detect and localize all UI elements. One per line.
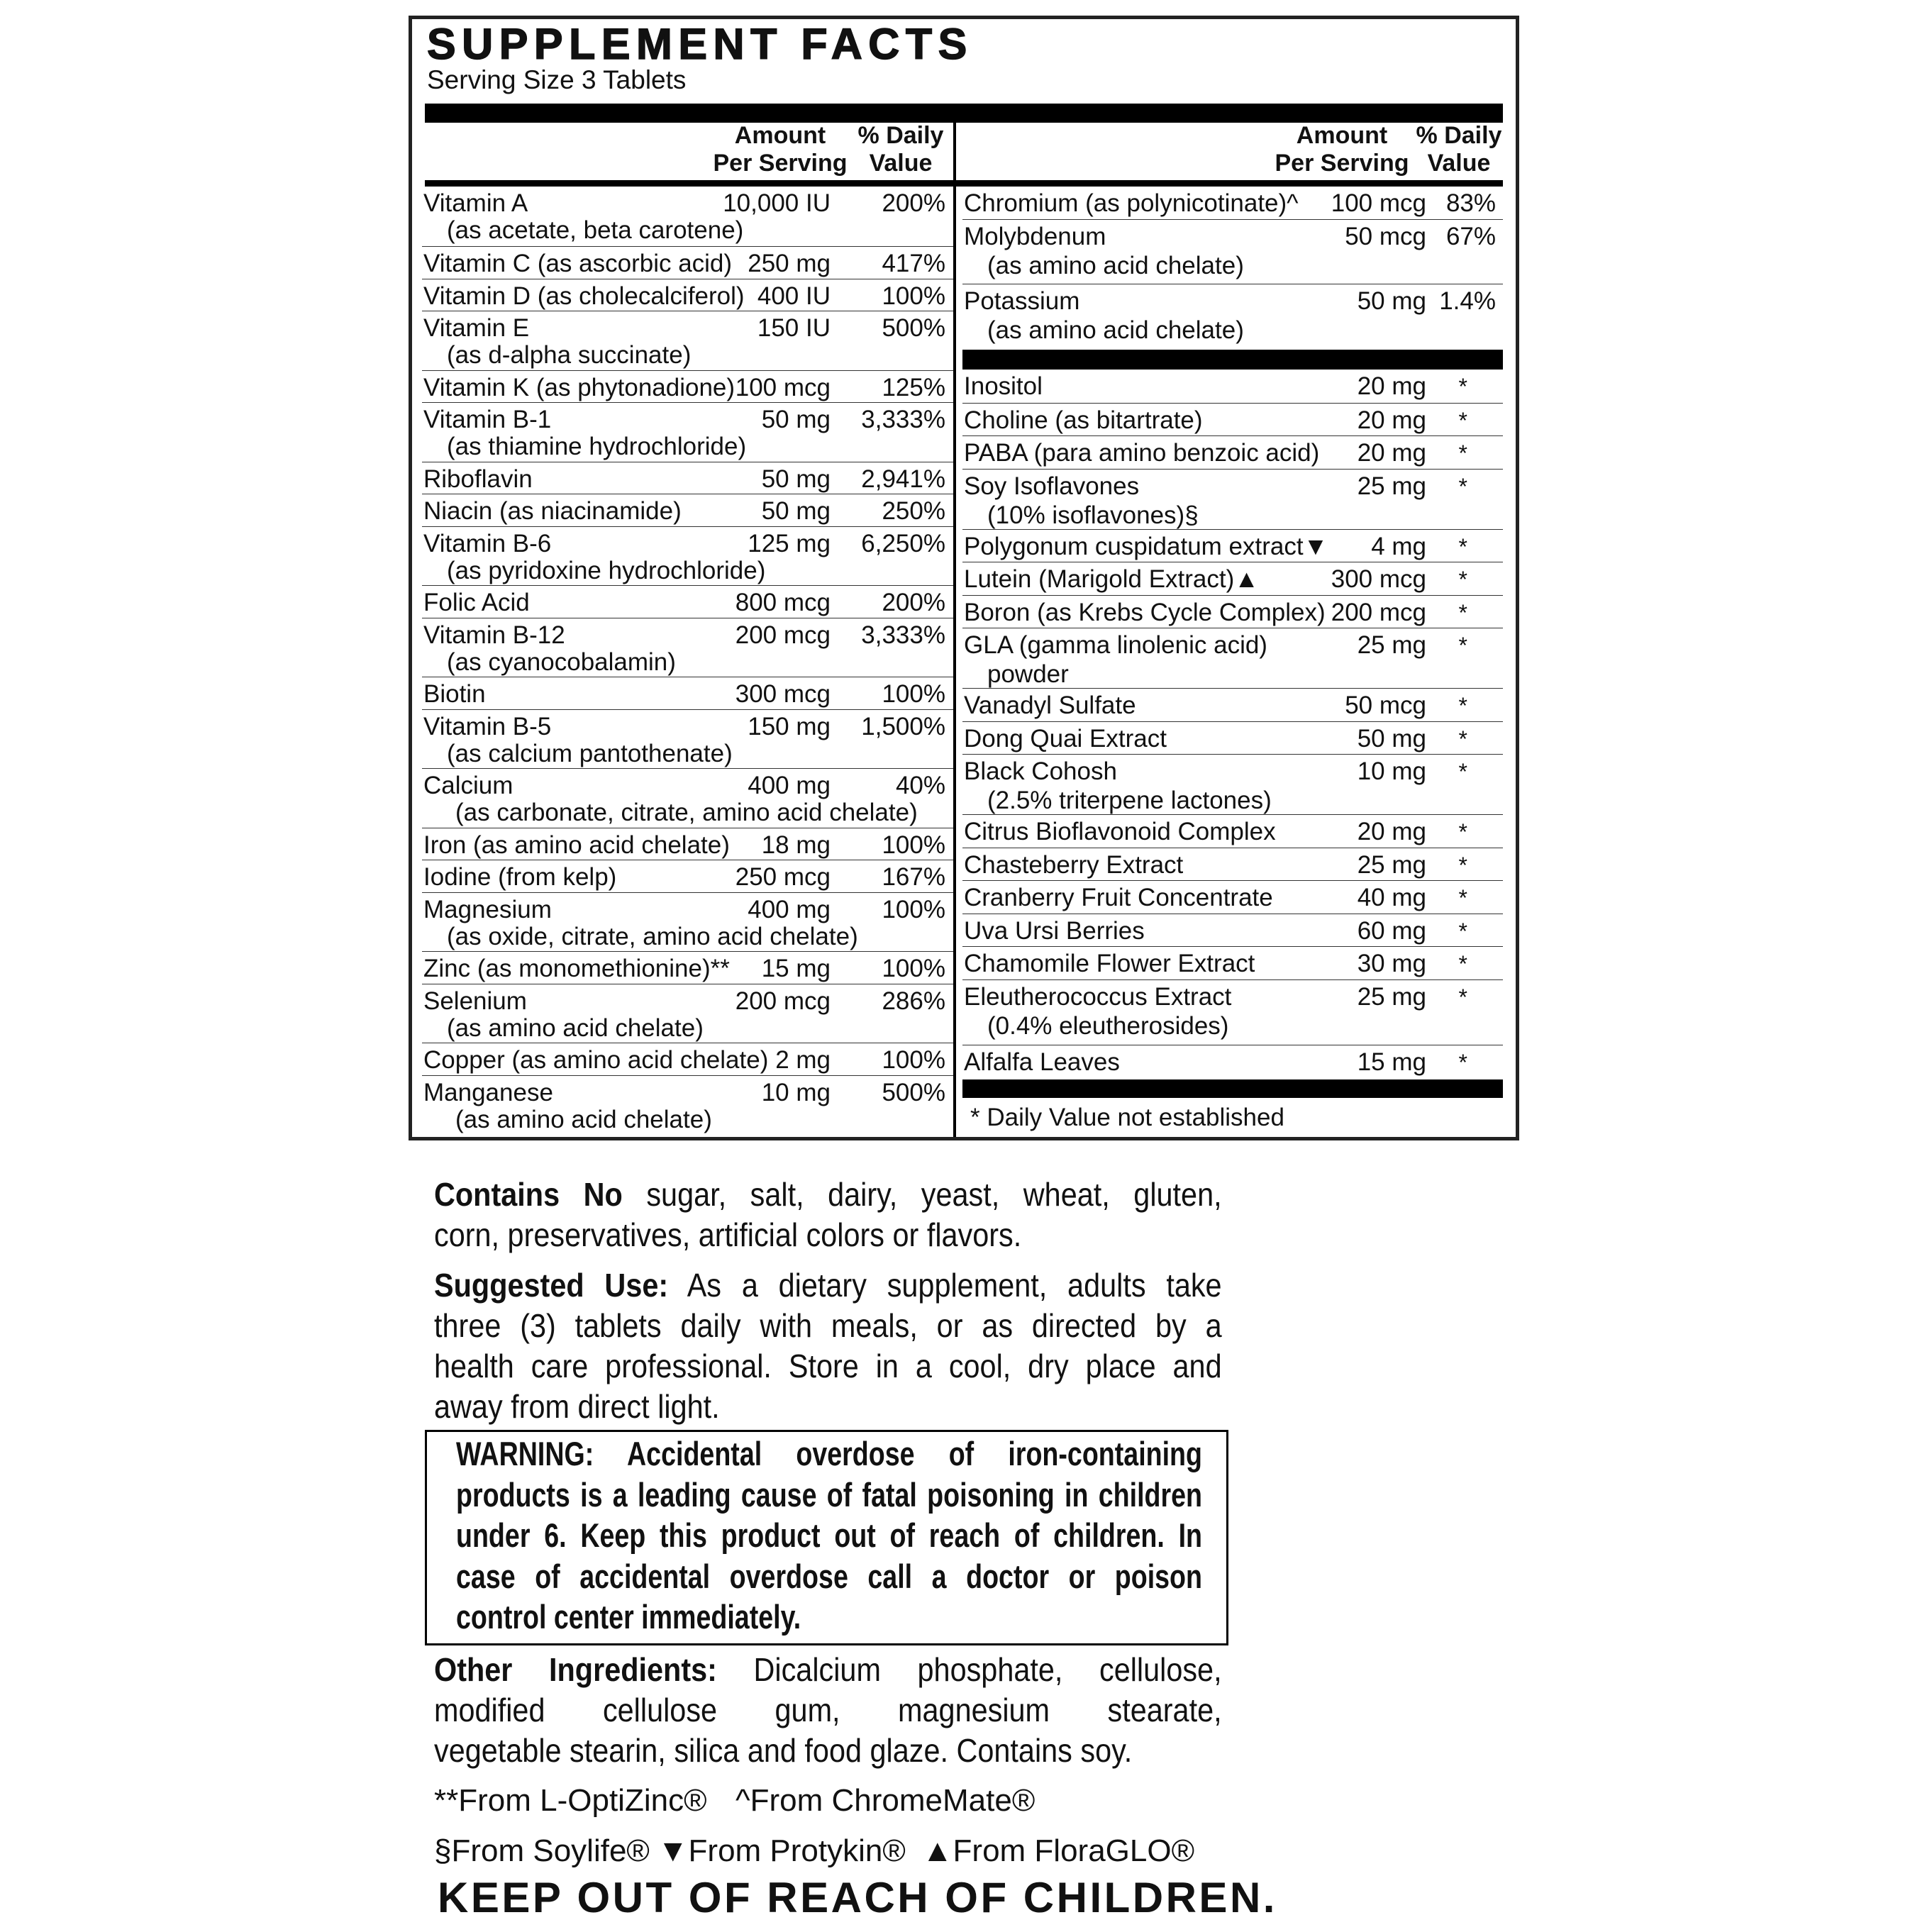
- nutrient-source: (as d-alpha succinate): [447, 341, 692, 369]
- nutrient-source: (as pyridoxine hydrochloride): [447, 556, 766, 584]
- amount-per-serving: 2 mg: [775, 1046, 831, 1074]
- nutrient-row: [422, 494, 953, 527]
- percent-daily-value: 100%: [882, 831, 945, 859]
- nutrient-row: [962, 881, 1503, 914]
- amount-per-serving: 30 mg: [1357, 950, 1426, 977]
- nutrient-name: Vitamin C (as ascorbic acid): [423, 250, 733, 277]
- nutrient-name: Potassium: [964, 287, 1080, 315]
- percent-daily-value: *: [1458, 759, 1467, 784]
- nutrient-name: Magnesium: [423, 895, 552, 923]
- nutrient-group-bottom: [962, 370, 1503, 1079]
- warning-label: WARNING: [456, 1435, 585, 1472]
- amount-per-serving: 300 mcg: [1331, 565, 1426, 593]
- nutrient-row: [422, 952, 953, 984]
- column-divider: [953, 122, 956, 1137]
- amount-per-serving: 200 mcg: [735, 621, 831, 649]
- amount-per-serving: 25 mg: [1357, 850, 1426, 879]
- nutrient-row: [422, 403, 953, 462]
- amount-per-serving: 10 mg: [1357, 757, 1426, 785]
- amount-per-serving: 20 mg: [1357, 818, 1426, 845]
- amount-per-serving: 50 mg: [761, 497, 831, 525]
- nutrient-row: [962, 562, 1503, 596]
- nutrient-name: Eleutherococcus Extract: [964, 982, 1232, 1011]
- nutrient-row: [422, 828, 953, 861]
- nutrient-name: Vitamin E: [423, 314, 530, 342]
- amount-per-serving: 18 mg: [761, 831, 831, 859]
- nutrient-row: [962, 187, 1503, 220]
- suggested-use-statement: [434, 1265, 1309, 1427]
- nutrient-name: Iron (as amino acid chelate): [423, 831, 730, 859]
- text-line: products is a leading cause of fatal poisoning in children: [456, 1475, 1202, 1514]
- percent-daily-value: *: [1458, 533, 1467, 560]
- percent-daily-value: *: [1458, 1049, 1467, 1075]
- nutrient-name: Vitamin K (as phytonadione): [423, 373, 735, 401]
- nutrient-name: Chromium (as polynicotinate)^: [964, 189, 1299, 217]
- percent-daily-value: *: [1458, 918, 1467, 944]
- amount-per-serving: 20 mg: [1357, 372, 1426, 400]
- header-amount-right: [1257, 122, 1427, 177]
- nutrient-name: Citrus Bioflavonoid Complex: [964, 818, 1276, 845]
- nutrient-source: (as amino acid chelate): [987, 252, 1244, 279]
- text-line: vegetable stearin, silica and food glaze. Contains soy.: [434, 1732, 1133, 1769]
- nutrient-name: Niacin (as niacinamide): [423, 497, 682, 525]
- percent-daily-value: *: [1458, 693, 1467, 718]
- nutrient-row: [422, 187, 953, 247]
- keep-out-of-reach-warning: KEEP OUT OF REACH OF CHILDREN.: [438, 1874, 1277, 1921]
- nutrient-row: [962, 1045, 1503, 1079]
- text-line: [434, 1175, 1222, 1215]
- amount-per-serving: 50 mg: [761, 406, 831, 433]
- nutrient-source: (as cyanocobalamin): [447, 648, 676, 676]
- trademark-note: **From L-OptiZinc®: [434, 1783, 707, 1818]
- other-ingredients-statement: [434, 1650, 1309, 1771]
- percent-daily-value: 2,941%: [861, 465, 945, 493]
- text-line: case of accidental overdose call a doctor or poison: [456, 1557, 1202, 1595]
- percent-daily-value: 1,500%: [861, 712, 945, 740]
- warning-text: [456, 1433, 1389, 1638]
- percent-daily-value: 250%: [882, 497, 945, 525]
- text-line: health care professional. Store in a cool, dry place and: [434, 1348, 1222, 1384]
- percent-daily-value: *: [1458, 567, 1467, 592]
- amount-per-serving: 20 mg: [1357, 406, 1426, 434]
- percent-daily-value: 67%: [1445, 223, 1496, 250]
- text-line: under 6. Keep this product out of reach of children. In: [456, 1516, 1202, 1554]
- text-fragment: sugar, salt, dairy, yeast, wheat, gluten,: [622, 1176, 1222, 1213]
- header-amount-line2: Per Serving: [713, 150, 848, 177]
- amount-per-serving: 250 mcg: [735, 863, 831, 891]
- amount-per-serving: 300 mcg: [735, 680, 831, 708]
- supplement-facts-panel: [409, 16, 1519, 1140]
- nutrient-source: (as acetate, beta carotene): [447, 216, 744, 244]
- nutrient-name: Inositol: [964, 372, 1043, 400]
- text-line: control center immediately.: [456, 1598, 801, 1636]
- nutrient-source: powder: [987, 660, 1069, 688]
- header-dv-line2: Value: [1427, 150, 1491, 177]
- percent-daily-value: *: [1458, 407, 1467, 433]
- amount-per-serving: 100 mcg: [1331, 189, 1426, 217]
- contains-no-statement: [434, 1175, 1309, 1255]
- nutrient-name: Folic Acid: [423, 589, 530, 616]
- thick-rule-top: [425, 104, 1503, 123]
- nutrient-source: (as amino acid chelate): [447, 1014, 704, 1042]
- nutrient-row: [962, 530, 1503, 563]
- amount-per-serving: 15 mg: [1357, 1048, 1426, 1076]
- percent-daily-value: *: [1458, 373, 1467, 399]
- amount-per-serving: 400 mg: [748, 895, 831, 923]
- nutrient-name: Chamomile Flower Extract: [964, 950, 1255, 977]
- nutrient-row: [422, 586, 953, 618]
- text-fragment: As a dietary supplement, adults take: [668, 1267, 1222, 1304]
- percent-daily-value: *: [1458, 852, 1467, 878]
- percent-daily-value: 200%: [882, 189, 945, 217]
- text-line: [434, 1650, 1222, 1690]
- nutrient-source: (10% isoflavones)§: [987, 501, 1199, 529]
- text-fragment: Dicalcium phosphate, cellulose,: [716, 1651, 1222, 1688]
- nutrient-name: Iodine (from kelp): [423, 863, 617, 891]
- nutrient-name: Calcium: [423, 772, 513, 799]
- header-dv-line1: % Daily: [857, 122, 944, 149]
- header-amount-line1: Amount: [1296, 122, 1388, 149]
- amount-per-serving: 125 mg: [748, 529, 831, 557]
- percent-daily-value: *: [1458, 440, 1467, 466]
- percent-daily-value: 100%: [882, 282, 945, 310]
- serving-size: Serving Size 3 Tablets: [427, 65, 687, 94]
- amount-per-serving: 40 mg: [1357, 884, 1426, 911]
- percent-daily-value: 500%: [882, 1078, 945, 1106]
- nutrient-column-right: [962, 187, 1503, 1137]
- text-fragment: : Accidental overdose of iron-containing: [584, 1435, 1202, 1472]
- header-amount-line1: Amount: [734, 122, 826, 149]
- nutrient-name: Alfalfa Leaves: [964, 1048, 1120, 1076]
- nutrient-row: [962, 284, 1503, 350]
- amount-per-serving: 4 mg: [1371, 532, 1426, 560]
- nutrient-name: Cranberry Fruit Concentrate: [964, 884, 1273, 911]
- percent-daily-value: 6,250%: [861, 529, 945, 557]
- amount-per-serving: 20 mg: [1357, 439, 1426, 467]
- amount-per-serving: 800 mcg: [735, 589, 831, 616]
- nutrient-row: [962, 722, 1503, 755]
- trademark-note: ^From ChromeMate®: [735, 1783, 1036, 1818]
- amount-per-serving: 50 mg: [1357, 287, 1426, 315]
- header-rule: [425, 180, 1503, 187]
- nutrient-name: Boron (as Krebs Cycle Complex): [964, 598, 1326, 626]
- nutrient-source: (0.4% eleutherosides): [987, 1011, 1229, 1040]
- amount-per-serving: 50 mcg: [1345, 692, 1426, 719]
- nutrient-name: Dong Quai Extract: [964, 724, 1167, 753]
- nutrient-name: Vanadyl Sulfate: [964, 692, 1136, 719]
- nutrient-name: Vitamin B-12: [423, 621, 565, 649]
- nutrient-name: Soy Isoflavones: [964, 472, 1140, 500]
- nutrient-name: Uva Ursi Berries: [964, 916, 1145, 945]
- header-dv-line2: Value: [869, 150, 933, 177]
- nutrient-name: Vitamin B-1: [423, 406, 552, 433]
- nutrient-name: Chasteberry Extract: [964, 850, 1184, 879]
- header-amount-line2: Per Serving: [1275, 150, 1409, 177]
- amount-per-serving: 50 mcg: [1345, 223, 1426, 250]
- percent-daily-value: 167%: [882, 863, 945, 891]
- header-daily-value-left: [844, 122, 957, 177]
- header-amount-left: [695, 122, 865, 177]
- percent-daily-value: *: [1458, 473, 1467, 499]
- amount-per-serving: 400 IU: [757, 282, 831, 310]
- suggested-use-label: Suggested Use:: [434, 1267, 669, 1304]
- percent-daily-value: 100%: [882, 955, 945, 982]
- nutrient-name: Biotin: [423, 680, 486, 708]
- header-daily-value-right: [1402, 122, 1516, 177]
- percent-daily-value: 83%: [1445, 189, 1496, 217]
- nutrient-name: Black Cohosh: [964, 757, 1117, 785]
- percent-daily-value: 1.4%: [1439, 287, 1496, 315]
- amount-per-serving: 200 mcg: [735, 987, 831, 1015]
- nutrient-row: [422, 279, 953, 312]
- nutrient-name: Selenium: [423, 987, 527, 1015]
- header-dv-line1: % Daily: [1416, 122, 1502, 149]
- nutrient-name: Vitamin D (as cholecalciferol): [423, 282, 745, 310]
- nutrient-row: [962, 848, 1503, 882]
- nutrient-name: Vitamin B-5: [423, 712, 552, 740]
- nutrient-source: (as carbonate, citrate, amino acid chelate): [455, 799, 918, 826]
- nutrient-row: [422, 893, 953, 953]
- nutrient-row: [422, 311, 953, 371]
- nutrient-name: Molybdenum: [964, 223, 1106, 250]
- nutrient-row: [962, 914, 1503, 948]
- nutrient-row: [422, 677, 953, 710]
- nutrient-row: [962, 404, 1503, 437]
- nutrient-row: [962, 755, 1503, 815]
- amount-per-serving: 10,000 IU: [723, 189, 831, 217]
- percent-daily-value: 3,333%: [861, 621, 945, 649]
- percent-daily-value: 100%: [882, 1046, 945, 1074]
- nutrient-row: [422, 247, 953, 279]
- nutrient-row: [962, 628, 1503, 689]
- nutrient-name: GLA (gamma linolenic acid): [964, 631, 1267, 659]
- percent-daily-value: *: [1458, 885, 1467, 911]
- amount-per-serving: 50 mg: [761, 465, 831, 493]
- percent-daily-value: *: [1458, 951, 1467, 977]
- amount-per-serving: 25 mg: [1357, 631, 1426, 659]
- percent-daily-value: 100%: [882, 895, 945, 923]
- nutrient-row: [422, 984, 953, 1044]
- nutrient-row: [962, 980, 1503, 1045]
- percent-daily-value: 125%: [882, 373, 945, 401]
- nutrient-group-top: [962, 187, 1503, 350]
- text-line: modified cellulose gum, magnesium stearate,: [434, 1692, 1222, 1728]
- amount-per-serving: 250 mg: [748, 250, 831, 277]
- amount-per-serving: 50 mg: [1357, 724, 1426, 753]
- percent-daily-value: 417%: [882, 250, 945, 277]
- nutrient-name: Vitamin B-6: [423, 529, 552, 557]
- nutrient-row: [962, 470, 1503, 530]
- section-rule: [962, 1079, 1503, 1098]
- nutrient-source: (as thiamine hydrochloride): [447, 433, 747, 460]
- nutrient-row: [962, 596, 1503, 629]
- nutrient-row: [422, 860, 953, 893]
- other-ingredients-label: Other Ingredients:: [434, 1651, 717, 1688]
- percent-daily-value: 200%: [882, 589, 945, 616]
- contains-no-label: Contains No: [434, 1176, 623, 1213]
- nutrient-source: (as amino acid chelate): [455, 1105, 712, 1133]
- amount-per-serving: 150 IU: [757, 314, 831, 342]
- percent-daily-value: 286%: [882, 987, 945, 1015]
- nutrient-row: [422, 769, 953, 828]
- trademark-note: ▲From FloraGLO®: [922, 1833, 1195, 1868]
- amount-per-serving: 10 mg: [761, 1078, 831, 1106]
- percent-daily-value: 100%: [882, 680, 945, 708]
- nutrient-row: [962, 370, 1503, 404]
- nutrient-name: Vitamin A: [423, 189, 528, 217]
- nutrient-row: [422, 1076, 953, 1136]
- amount-per-serving: 100 mcg: [735, 373, 831, 401]
- amount-per-serving: 60 mg: [1357, 916, 1426, 945]
- trademark-note: ▼From Protykin®: [657, 1833, 906, 1868]
- nutrient-row: [962, 436, 1503, 470]
- text-line: away from direct light.: [434, 1388, 720, 1425]
- nutrient-source: (2.5% triterpene lactones): [987, 787, 1272, 814]
- amount-per-serving: 150 mg: [748, 712, 831, 740]
- percent-daily-value: 3,333%: [861, 406, 945, 433]
- percent-daily-value: *: [1458, 984, 1467, 1010]
- nutrient-name: Riboflavin: [423, 465, 533, 493]
- nutrient-name: Copper (as amino acid chelate): [423, 1046, 769, 1074]
- percent-daily-value: 500%: [882, 314, 945, 342]
- nutrient-row: [422, 462, 953, 495]
- amount-per-serving: 25 mg: [1357, 982, 1426, 1011]
- nutrient-name: Polygonum cuspidatum extract▼: [964, 532, 1328, 560]
- amount-per-serving: 400 mg: [748, 772, 831, 799]
- trademark-note: §From Soylife®: [434, 1833, 650, 1868]
- percent-daily-value: 40%: [895, 772, 945, 799]
- nutrient-row: [962, 220, 1503, 284]
- nutrient-name: Choline (as bitartrate): [964, 406, 1203, 434]
- iron-warning-box: [425, 1430, 1228, 1645]
- percent-daily-value: *: [1458, 599, 1467, 626]
- nutrient-name: Zinc (as monomethionine)**: [423, 955, 730, 982]
- percent-daily-value: *: [1458, 819, 1467, 845]
- nutrient-row: [422, 710, 953, 770]
- amount-per-serving: 25 mg: [1357, 472, 1426, 500]
- nutrient-row: [422, 527, 953, 587]
- text-line: [434, 1265, 1222, 1306]
- daily-value-footnote: * Daily Value not established: [970, 1103, 1284, 1131]
- nutrient-row: [962, 815, 1503, 848]
- percent-daily-value: *: [1458, 633, 1467, 658]
- nutrient-row: [422, 618, 953, 678]
- amount-per-serving: 15 mg: [761, 955, 831, 982]
- text-line: corn, preservatives, artificial colors or flavors.: [434, 1216, 1022, 1253]
- nutrient-source: (as oxide, citrate, amino acid chelate): [447, 922, 858, 950]
- nutrient-name: Lutein (Marigold Extract)▲: [964, 565, 1259, 593]
- nutrient-row: [962, 947, 1503, 980]
- nutrient-row: [422, 371, 953, 404]
- nutrient-source: (as amino acid chelate): [987, 316, 1244, 344]
- nutrient-source: (as calcium pantothenate): [447, 739, 733, 767]
- section-rule: [962, 350, 1503, 370]
- amount-per-serving: 200 mcg: [1331, 598, 1426, 626]
- nutrient-name: Manganese: [423, 1078, 553, 1106]
- percent-daily-value: *: [1458, 726, 1467, 752]
- nutrient-row: [422, 1043, 953, 1076]
- nutrient-row: [962, 689, 1503, 722]
- panel-title: SUPPLEMENT FACTS: [427, 20, 973, 68]
- nutrient-column-left: [422, 187, 953, 1135]
- text-line: three (3) tablets daily with meals, or as directed by a: [434, 1307, 1222, 1344]
- text-line: [456, 1433, 1202, 1475]
- nutrient-name: PABA (para amino benzoic acid): [964, 439, 1320, 467]
